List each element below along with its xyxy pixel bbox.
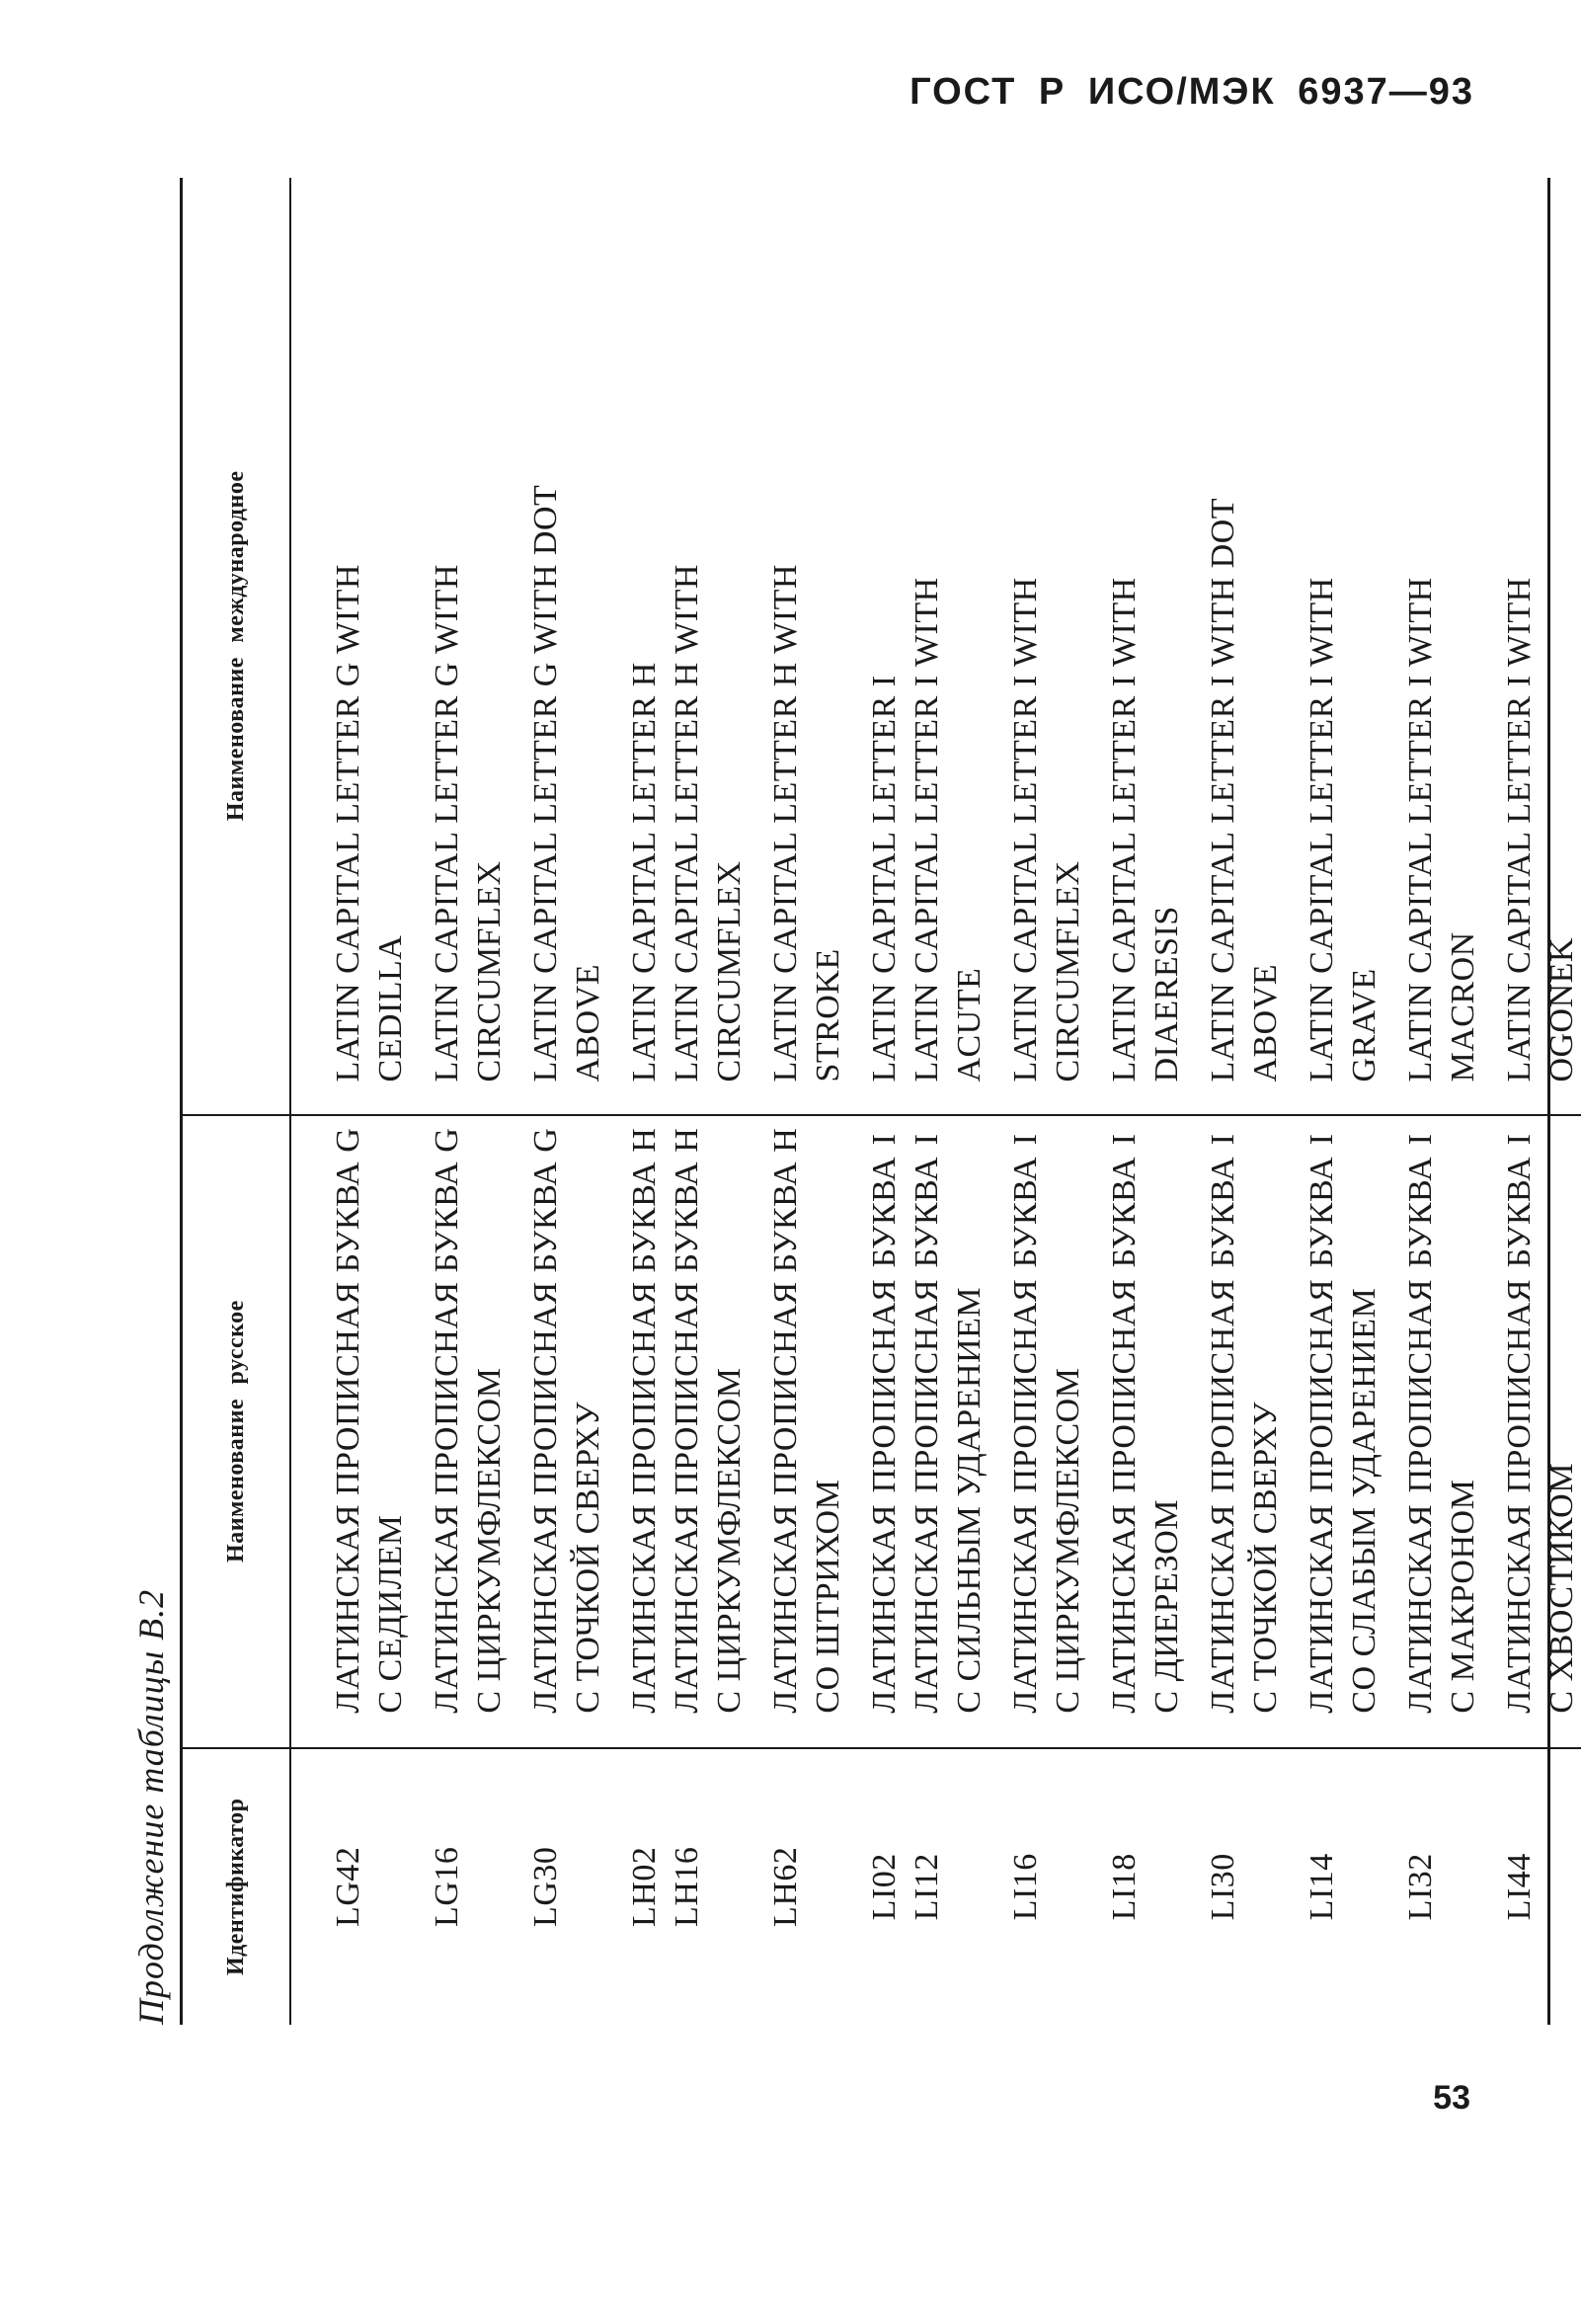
row-identifier: LI02 <box>866 1853 903 1921</box>
row-gap <box>849 1749 863 2025</box>
row-international-name-line: CIRCUMFLEX <box>711 860 748 1082</box>
row-gap <box>849 1134 863 1714</box>
row-russian-name-line: С ДИЕРЕЗОМ <box>1148 1498 1185 1714</box>
row-russian-name-line: ЛАТИНСКАЯ ПРОПИСНАЯ БУКВА I <box>909 1133 945 1714</box>
row-identifier: LI44 <box>1501 1853 1538 1921</box>
row-international-name-line: LATIN CAPITAL LETTER I WITH <box>909 577 945 1082</box>
row-russian-name-line: С ЦИРКУМФЛЕКСОМ <box>1050 1367 1086 1714</box>
row-gap <box>1385 1749 1399 2025</box>
row-identifier: LI16 <box>1007 1853 1044 1921</box>
row-russian-name-line: ЛАТИНСКАЯ ПРОПИСНАЯ БУКВА H <box>669 1127 705 1714</box>
row-russian-name-line: С ЦИРКУМФЛЕКСОМ <box>711 1367 748 1714</box>
row-russian-name-line: С ТОЧКОЙ СВЕРХУ <box>570 1402 606 1714</box>
row-gap <box>990 188 1004 1082</box>
identifier-column <box>290 1748 1581 2025</box>
row-identifier: LI30 <box>1205 1853 1241 1921</box>
row-russian-name-line: ЛАТИНСКАЯ ПРОПИСНАЯ БУКВА G <box>429 1127 465 1714</box>
row-identifier: LH16 <box>669 1846 705 1927</box>
row-identifier-spacer <box>567 1749 609 2025</box>
row-international-name-line: LATIN CAPITAL LETTER I WITH DOT <box>1205 497 1241 1082</box>
row-russian-name-line: СО ШТРИХОМ <box>810 1479 846 1714</box>
row-russian-name-line: С СИЛЬНЫМ УДАРЕНИЕМ <box>951 1286 988 1714</box>
table-body-row <box>290 178 1581 2025</box>
row-gap <box>412 188 426 1082</box>
row-russian-name-line: ЛАТИНСКАЯ ПРОПИСНАЯ БУКВА H <box>626 1127 663 1714</box>
row-gap <box>1188 188 1202 1082</box>
row-gap <box>1287 1134 1301 1714</box>
row-international-name-line: CEDILLA <box>372 934 409 1082</box>
table-header-row <box>183 178 290 2025</box>
row-gap <box>990 1134 1004 1714</box>
row-international-name-line: LATIN CAPITAL LETTER G WITH <box>429 564 465 1082</box>
row-international-name-line: LATIN CAPITAL LETTER G WITH <box>330 564 366 1082</box>
row-russian-name-line: С СЕДИЛЕМ <box>372 1514 409 1714</box>
row-international-name-line: CIRCUMFLEX <box>1050 860 1086 1082</box>
row-identifier-spacer <box>948 1749 990 2025</box>
row-identifier-spacer <box>468 1749 511 2025</box>
row-international-name-line: LATIN CAPITAL LETTER I WITH <box>1304 577 1340 1082</box>
row-international-name-line: OGONEK <box>1543 937 1580 1082</box>
standard-header: ГОСТ Р ИСО/МЭК 6937—93 <box>909 71 1474 113</box>
row-international-name-line: GRAVE <box>1346 968 1383 1082</box>
row-identifier: LG42 <box>330 1846 366 1927</box>
rotated-table-block <box>128 178 1580 2054</box>
row-international-name-line: LATIN CAPITAL LETTER I WITH <box>1501 577 1538 1082</box>
row-international-name-line: ABOVE <box>1247 963 1284 1082</box>
row-russian-name-line: ЛАТИНСКАЯ ПРОПИСНАЯ БУКВА I <box>1304 1133 1340 1714</box>
row-russian-name-line: С МАКРОНОМ <box>1445 1479 1481 1714</box>
row-russian-name-line: ЛАТИНСКАЯ ПРОПИСНАЯ БУКВА G <box>330 1127 366 1714</box>
row-identifier: LG16 <box>429 1846 465 1927</box>
row-gap <box>1385 1134 1399 1714</box>
row-international-name-line: ACUTE <box>951 967 988 1082</box>
row-identifier-spacer <box>1541 1749 1581 2025</box>
international-name-column <box>290 178 1581 1115</box>
row-identifier-spacer <box>807 1749 849 2025</box>
character-names-table <box>183 178 1581 2025</box>
row-identifier: LI14 <box>1304 1853 1340 1921</box>
row-identifier-spacer <box>1244 1749 1287 2025</box>
row-gap <box>511 1749 524 2025</box>
row-international-name-line: LATIN CAPITAL LETTER I WITH <box>1402 577 1439 1082</box>
row-russian-name-line: С ХВОСТИКОМ <box>1543 1463 1580 1714</box>
row-gap <box>412 1134 426 1714</box>
row-gap <box>609 1749 623 2025</box>
row-gap <box>1188 1134 1202 1714</box>
table-caption: Продолжение таблицы В.2 <box>131 1588 171 2025</box>
row-gap <box>511 1134 524 1714</box>
row-gap <box>990 1749 1004 2025</box>
row-gap <box>511 188 524 1082</box>
row-international-name-line: LATIN CAPITAL LETTER H WITH <box>669 564 705 1082</box>
row-identifier: LI18 <box>1106 1853 1143 1921</box>
row-international-name-line: LATIN CAPITAL LETTER I <box>866 675 903 1082</box>
row-russian-name-line: СО СЛАБЫМ УДАРЕНИЕМ <box>1346 1287 1383 1714</box>
row-gap <box>609 188 623 1082</box>
row-gap <box>1484 1134 1498 1714</box>
row-identifier: LI12 <box>909 1853 945 1921</box>
row-international-name-line: MACRON <box>1445 931 1481 1082</box>
row-gap <box>1484 1749 1498 2025</box>
russian-name-column <box>290 1115 1581 1748</box>
row-russian-name-line: С ЦИРКУМФЛЕКСОМ <box>471 1367 508 1714</box>
row-gap <box>751 1749 764 2025</box>
row-gap <box>1089 1134 1103 1714</box>
row-russian-name-line: ЛАТИНСКАЯ ПРОПИСНАЯ БУКВА H <box>767 1127 804 1714</box>
column-header-russian-name: Наименование русское <box>183 1115 290 1748</box>
row-russian-name-line: ЛАТИНСКАЯ ПРОПИСНАЯ БУКВА I <box>1106 1133 1143 1714</box>
row-gap <box>412 1749 426 2025</box>
row-gap <box>1287 1749 1301 2025</box>
row-international-name-line: CIRCUMFLEX <box>471 860 508 1082</box>
row-identifier: LG30 <box>527 1846 564 1927</box>
row-identifier-spacer <box>1442 1749 1484 2025</box>
row-international-name-line: LATIN CAPITAL LETTER H <box>626 662 663 1082</box>
row-international-name-line: STROKE <box>810 948 846 1082</box>
row-gap <box>1287 188 1301 1082</box>
row-international-name-line: LATIN CAPITAL LETTER G WITH DOT <box>527 484 564 1082</box>
row-gap <box>1385 188 1399 1082</box>
column-header-identifier: Идентификатор <box>183 1748 290 2025</box>
row-identifier: LH02 <box>626 1846 663 1927</box>
row-gap <box>849 188 863 1082</box>
row-identifier: LH62 <box>767 1846 804 1927</box>
row-identifier: LI32 <box>1402 1853 1439 1921</box>
row-gap <box>1484 188 1498 1082</box>
row-russian-name-line: ЛАТИНСКАЯ ПРОПИСНАЯ БУКВА I <box>1402 1133 1439 1714</box>
row-international-name-line: ABOVE <box>570 963 606 1082</box>
row-gap <box>751 1134 764 1714</box>
row-identifier-spacer <box>1343 1749 1385 2025</box>
row-gap <box>751 188 764 1082</box>
table-frame <box>180 178 1580 2025</box>
row-russian-name-line: С ТОЧКОЙ СВЕРХУ <box>1247 1402 1284 1714</box>
row-gap <box>1089 1749 1103 2025</box>
row-identifier-spacer <box>369 1749 412 2025</box>
row-international-name-line: LATIN CAPITAL LETTER I WITH <box>1007 577 1044 1082</box>
row-russian-name-line: ЛАТИНСКАЯ ПРОПИСНАЯ БУКВА I <box>866 1133 903 1714</box>
row-russian-name-line: ЛАТИНСКАЯ ПРОПИСНАЯ БУКВА G <box>527 1127 564 1714</box>
row-identifier-spacer <box>708 1749 751 2025</box>
column-header-international-name: Наименование международное <box>183 178 290 1115</box>
row-russian-name-line: ЛАТИНСКАЯ ПРОПИСНАЯ БУКВА I <box>1501 1133 1538 1714</box>
row-identifier-spacer <box>1047 1749 1089 2025</box>
row-gap <box>1089 188 1103 1082</box>
row-international-name-line: LATIN CAPITAL LETTER H WITH <box>767 564 804 1082</box>
row-identifier-spacer <box>1146 1749 1188 2025</box>
row-russian-name-line: ЛАТИНСКАЯ ПРОПИСНАЯ БУКВА I <box>1007 1133 1044 1714</box>
row-international-name-line: LATIN CAPITAL LETTER I WITH <box>1106 577 1143 1082</box>
row-gap <box>1188 1749 1202 2025</box>
row-international-name-line: DIAERESIS <box>1148 906 1185 1082</box>
row-russian-name-line: ЛАТИНСКАЯ ПРОПИСНАЯ БУКВА I <box>1205 1133 1241 1714</box>
page-number: 53 <box>1433 2079 1470 2117</box>
row-gap <box>609 1134 623 1714</box>
